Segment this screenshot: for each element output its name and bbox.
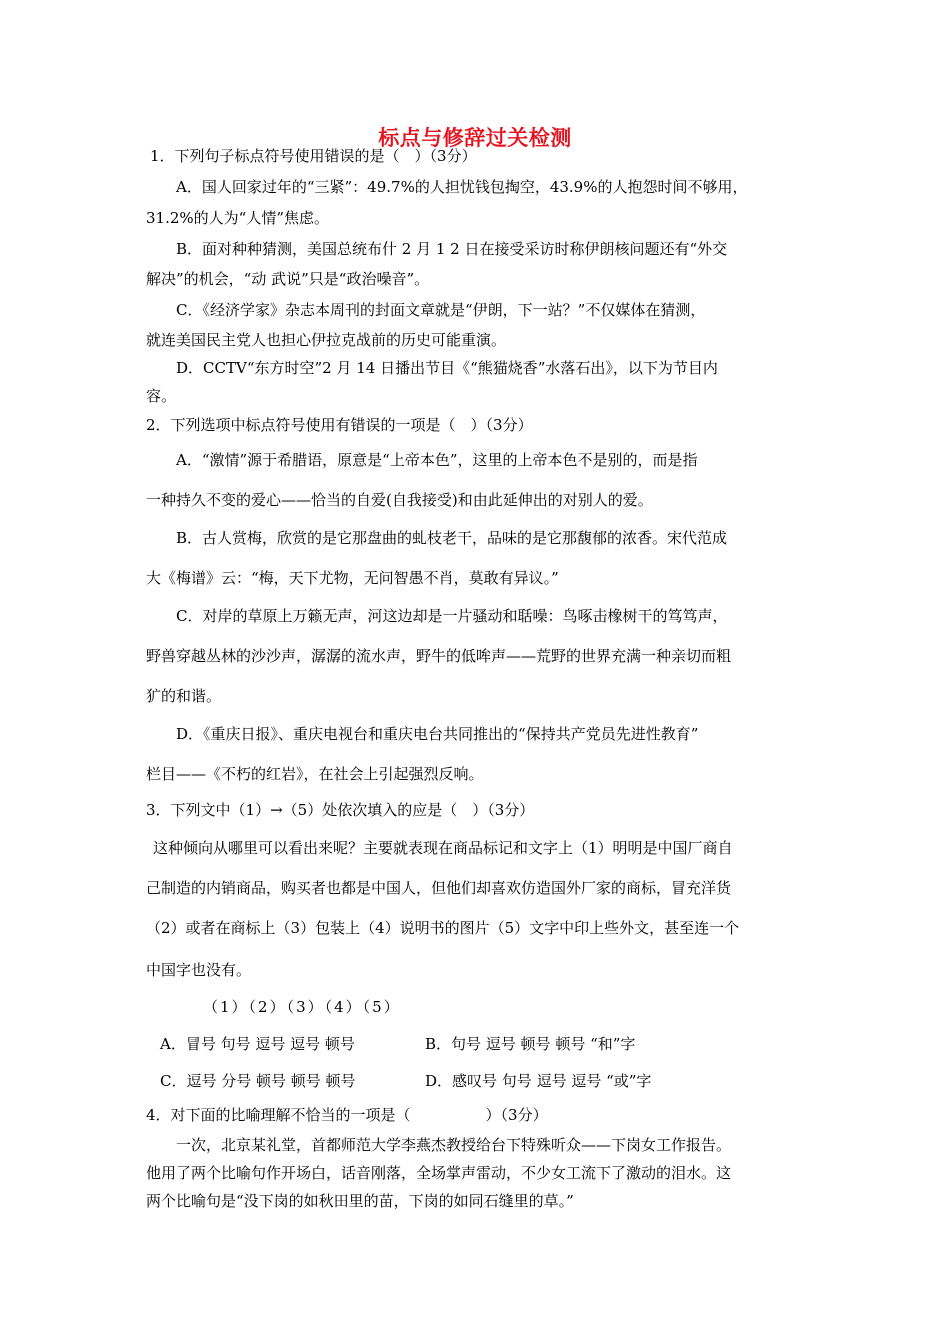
q4-passage-line2: 他用了两个比喻句作开场白，话音刚落，全场掌声雷动，不少女工流下了激动的泪水。这 bbox=[146, 1164, 732, 1182]
q1-option-a-line2: 31.2%的人为“人情”焦虑。 bbox=[146, 209, 329, 227]
q2-option-b-line1: B．古人赏梅，欣赏的是它那盘曲的虬枝老干，品味的是它那馥郁的浓香。宋代范成 bbox=[176, 529, 728, 547]
q4-stem: 4．对下面的比喻理解不恰当的一项是（ ）（3分） bbox=[146, 1106, 548, 1124]
q2-option-a-line2: 一种持久不变的爱心——恰当的自爱(自我接受)和由此延伸出的对别人的爱。 bbox=[146, 491, 653, 509]
q2-option-d-line2: 栏目——《不朽的红岩》，在社会上引起强烈反响。 bbox=[146, 765, 484, 783]
q2-option-c-line2: 野兽穿越丛林的沙沙声，潺潺的流水声，野牛的低哞声——荒野的世界充满一种亲切而粗 bbox=[146, 647, 732, 665]
q1-option-c-line2: 就连美国民主党人也担心伊拉克战前的历史可能重演。 bbox=[146, 331, 507, 349]
q3-option-a: A．冒号 句号 逗号 逗号 顿号 bbox=[160, 1035, 355, 1053]
q2-option-b-line2: 大《梅谱》云：“梅，天下尤物，无问智愚不肖，莫敢有异议。” bbox=[146, 569, 559, 587]
q2-stem: 2．下列选项中标点符号使用有错误的一项是（ ）（3分） bbox=[146, 416, 533, 434]
q4-passage-line3: 两个比喻句是“没下岗的如秋田里的苗，下岗的如同石缝里的草。” bbox=[146, 1192, 574, 1210]
q3-blank-header: （1）（2）（3）（4）（5） bbox=[203, 998, 401, 1016]
q3-passage-line1: 这种倾向从哪里可以看出来呢？主要就表现在商品标记和文字上（1）明明是中国厂商自 bbox=[153, 839, 733, 857]
q3-option-b: B．句号 逗号 顿号 顿号 “和”字 bbox=[425, 1035, 636, 1053]
q3-passage-line4: 中国字也没有。 bbox=[146, 961, 252, 979]
q1-option-d-line1: D．CCTV“东方时空”2 月 14 日播出节目《“熊猫烧香”水落石出》，以下为节目内 bbox=[176, 359, 718, 377]
q1-option-d-line2: 容。 bbox=[146, 387, 177, 405]
q2-option-d-line1: D．《重庆日报》、重庆电视台和重庆电台共同推出的“保持共产党员先进性教育” bbox=[176, 725, 699, 743]
q3-option-c: C．逗号 分号 顿号 顿号 顿号 bbox=[160, 1072, 356, 1090]
q3-stem: 3．下列文中（1）→（5）处依次填入的应是（ ）（3分） bbox=[146, 801, 535, 819]
q2-option-c-line1: C．对岸的草原上万籁无声，河这边却是一片骚动和聒噪：鸟啄击橡树干的笃笃声， bbox=[176, 607, 728, 625]
q1-option-c-line1: C．《经济学家》杂志本周刊的封面文章就是“伊朗，下一站？”不仅媒体在猜测， bbox=[176, 301, 706, 319]
q1-stem: 1．下列句子标点符号使用错误的是（ ）（3分） bbox=[150, 147, 477, 165]
q4-passage-line1: 一次，北京某礼堂，首都师范大学李燕杰教授给台下特殊听众——下岗女工作报告。 bbox=[176, 1136, 732, 1154]
q3-option-d: D．感叹号 句号 逗号 逗号 “或”字 bbox=[425, 1072, 652, 1090]
q2-option-c-line3: 犷的和谐。 bbox=[146, 687, 222, 705]
q1-option-b-line1: B．面对种种猜测，美国总统布什 2 月 1 2 日在接受采访时称伊朗核问题还有“外交 bbox=[176, 240, 728, 258]
q3-passage-line3: （2）或者在商标上（3）包装上（4）说明书的图片（5）文字中印上些外文，甚至连一个 bbox=[146, 919, 740, 937]
q2-option-a-line1: A．“激情”源于希腊语，原意是“上帝本色”，这里的上帝本色不是别的，而是指 bbox=[176, 451, 698, 469]
document-title: 标点与修辞过关检测 bbox=[378, 126, 572, 150]
q3-passage-line2: 己制造的内销商品，购买者也都是中国人，但他们却喜欢仿造国外厂家的商标，冒充洋货 bbox=[146, 879, 732, 897]
q1-option-a-line1: A．国人回家过年的“三紧”：49.7%的人担忧钱包掏空，43.9%的人抱怨时间不够用， bbox=[176, 178, 748, 196]
q1-option-b-line2: 解决”的机会，“动 武说”只是“政治噪音”。 bbox=[146, 270, 430, 288]
